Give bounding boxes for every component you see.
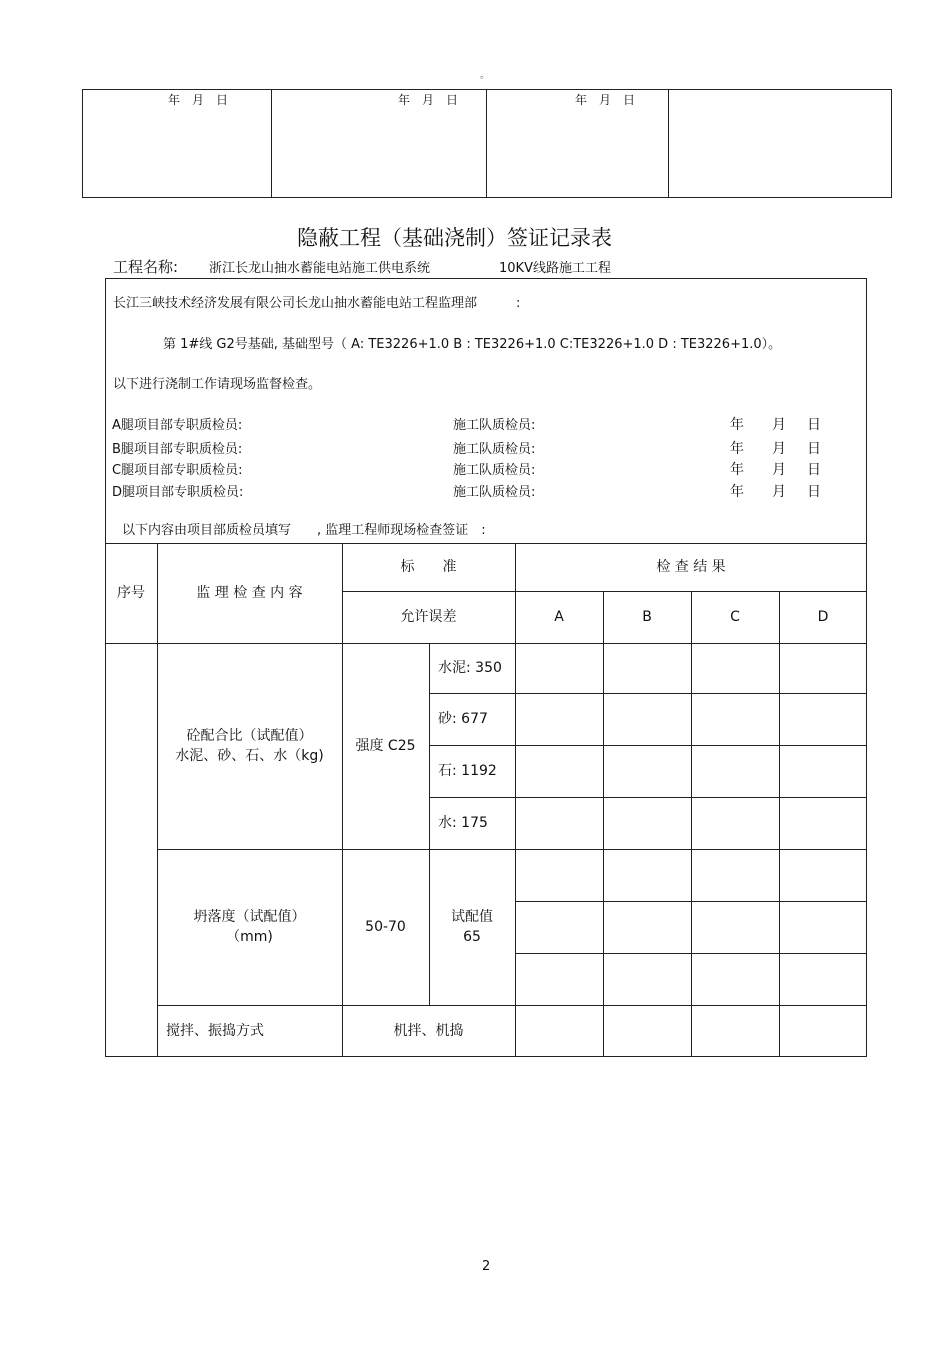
mix-label-line-1: 砼配合比（试配值）	[186, 728, 313, 744]
inspector-leg-b: B腿项目部专职质检员:	[112, 442, 243, 457]
inspector-date-a-year: 年	[730, 417, 744, 433]
mix-stone: 石: 1192	[438, 763, 497, 779]
inspector-team-c: 施工队质检员:	[453, 463, 536, 478]
inspector-date-d-month: 月	[772, 484, 786, 500]
addressee-line: 长江三峡技术经济发展有限公司长龙山抽水蓄能电站工程监理部 :	[113, 296, 521, 311]
header-seq: 序号	[117, 585, 145, 601]
header-standard: 标 准	[400, 559, 457, 575]
inspector-date-a-day: 日	[807, 417, 821, 433]
project-label: 工程名称:	[113, 258, 179, 276]
slump-label-line-2: （mm)	[226, 929, 273, 945]
header-content: 监 理 检 查 内 容	[196, 585, 303, 601]
inspector-date-d-year: 年	[730, 484, 744, 500]
mix-cement: 水泥: 350	[438, 660, 502, 676]
slump-trial	[429, 849, 515, 1005]
inspector-leg-d: D腿项目部专职质检员:	[112, 485, 244, 500]
mix-water: 水: 175	[438, 815, 488, 831]
inspector-team-a: 施工队质检员:	[453, 418, 536, 433]
inspector-date-c-year: 年	[730, 462, 744, 478]
inspector-date-d-day: 日	[807, 484, 821, 500]
slump-range: 50-70	[365, 919, 406, 935]
mix-sand: 砂: 677	[438, 711, 488, 727]
top-date-3: 年 月 日	[575, 93, 636, 107]
fill-note: 以下内容由项目部质检员填写 , 监理工程师现场检查签证 :	[122, 523, 486, 538]
mix-label	[157, 643, 342, 849]
mix-label-line-2: 水泥、砂、石、水（kg)	[175, 748, 324, 764]
slump-trial-label: 试配值	[451, 909, 493, 925]
inspector-leg-c: C腿项目部专职质检员:	[112, 463, 243, 478]
inspector-date-b-day: 日	[807, 441, 821, 457]
slump-label-line-1: 坍落度（试配值）	[193, 909, 306, 925]
inspector-leg-a: A腿项目部专职质检员:	[112, 418, 243, 433]
mixing-label: 搅拌、振捣方式	[166, 1022, 264, 1039]
slump-trial-value: 65	[463, 929, 481, 945]
mixing-value: 机拌、机捣	[393, 1022, 464, 1039]
inspector-date-b-year: 年	[730, 441, 744, 457]
slump-label	[157, 849, 342, 1005]
mix-strength: 强度 C25	[355, 738, 416, 754]
header-col-a: A	[554, 609, 564, 625]
header-tolerance: 允许误差	[400, 609, 457, 625]
inspector-date-a-month: 月	[772, 417, 786, 433]
top-date-2: 年 月 日	[398, 93, 459, 107]
inspector-date-c-day: 日	[807, 462, 821, 478]
page-number: 2	[482, 1259, 491, 1274]
header-col-d: D	[817, 609, 829, 625]
header-col-b: B	[642, 609, 652, 625]
top-date-1: 年 月 日	[168, 93, 229, 107]
header-col-c: C	[730, 609, 740, 625]
project-name: 浙江长龙山抽水蓄能电站施工供电系统	[209, 261, 431, 276]
project-suffix: 10KV线路施工工程	[499, 261, 611, 276]
page-title: 隐蔽工程（基础浇制）签证记录表	[297, 226, 612, 250]
request-line: 以下进行浇制工作请现场监督检查。	[113, 377, 322, 392]
header-result: 检 查 结 果	[656, 559, 726, 575]
top-mark: 。	[480, 70, 490, 81]
inspector-team-d: 施工队质检员:	[453, 485, 536, 500]
inspector-date-b-month: 月	[772, 441, 786, 457]
foundation-line: 第 1#线 G2号基础, 基础型号（ A: TE3226+1.0 B : TE3226+1.0 C:TE3226+1.0 D : TE3226+1.0）。	[163, 337, 782, 352]
inspector-date-c-month: 月	[772, 462, 786, 478]
inspector-team-b: 施工队质检员:	[453, 442, 536, 457]
